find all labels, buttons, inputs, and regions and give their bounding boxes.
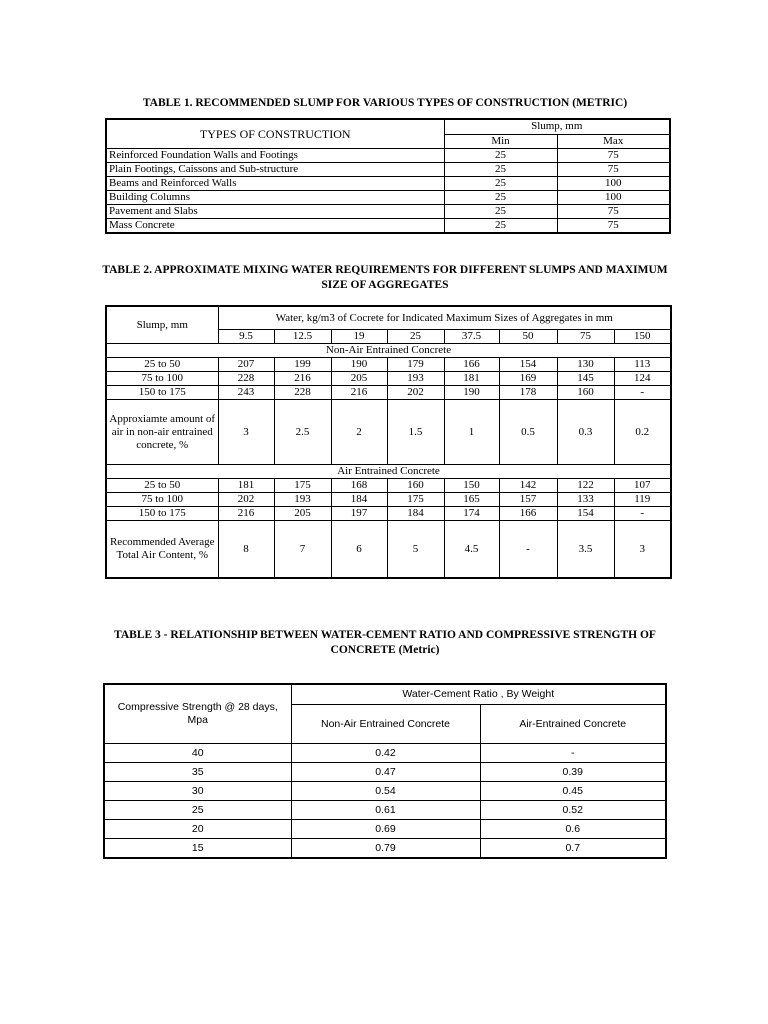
table-row xyxy=(106,358,671,372)
air-value: 8 xyxy=(218,521,274,579)
air-value: 2.5 xyxy=(274,400,331,465)
water-value: 160 xyxy=(557,386,614,400)
air-value: 7 xyxy=(274,521,331,579)
air-value: - xyxy=(499,521,557,579)
water-value: 193 xyxy=(274,493,331,507)
air-value: 1.5 xyxy=(387,400,444,465)
air-value: 0.2 xyxy=(614,400,671,465)
water-value: 113 xyxy=(614,358,671,372)
water-value: 165 xyxy=(444,493,499,507)
air-ratio: - xyxy=(480,744,666,763)
aggregate-size: 9.5 xyxy=(218,330,274,344)
water-value: 181 xyxy=(444,372,499,386)
table-row xyxy=(104,763,666,782)
section-air-entrained: Air Entrained Concrete xyxy=(106,465,671,479)
slump-min: 25 xyxy=(444,205,557,219)
table-row xyxy=(106,400,671,465)
header-types-of-construction: TYPES OF CONSTRUCTION xyxy=(106,119,444,149)
air-value: 0.3 xyxy=(557,400,614,465)
non-air-ratio: 0.69 xyxy=(291,820,480,839)
header-min: Min xyxy=(444,134,557,149)
table1-title: TABLE 1. RECOMMENDED SLUMP FOR VARIOUS TYPES OF CONSTRUCTION (METRIC) xyxy=(142,97,628,109)
table-row xyxy=(106,163,670,177)
water-value: 122 xyxy=(557,479,614,493)
aggregate-size: 12.5 xyxy=(274,330,331,344)
water-value: 145 xyxy=(557,372,614,386)
construction-type: Reinforced Foundation Walls and Footings xyxy=(106,149,444,163)
water-value: 179 xyxy=(387,358,444,372)
header-slump: Slump, mm xyxy=(106,306,218,344)
construction-type: Pavement and Slabs xyxy=(106,205,444,219)
slump-min: 25 xyxy=(444,177,557,191)
water-value: 197 xyxy=(331,507,387,521)
water-value: 216 xyxy=(331,386,387,400)
air-value: 4.5 xyxy=(444,521,499,579)
air-value: 3 xyxy=(218,400,274,465)
slump-max: 75 xyxy=(557,205,670,219)
water-value: 150 xyxy=(444,479,499,493)
table-row xyxy=(106,479,671,493)
water-value: 107 xyxy=(614,479,671,493)
air-content-label: Approxiamte amount of air in non-air entrained concrete, % xyxy=(106,400,218,465)
water-value: 124 xyxy=(614,372,671,386)
strength-value: 40 xyxy=(104,744,291,763)
strength-value: 35 xyxy=(104,763,291,782)
construction-type: Plain Footings, Caissons and Sub-structure xyxy=(106,163,444,177)
non-air-ratio: 0.79 xyxy=(291,839,480,859)
air-value: 3 xyxy=(614,521,671,579)
slump-table xyxy=(105,118,671,234)
non-air-ratio: 0.61 xyxy=(291,801,480,820)
water-value: 119 xyxy=(614,493,671,507)
water-value: 130 xyxy=(557,358,614,372)
table-row xyxy=(106,205,670,219)
water-value: 133 xyxy=(557,493,614,507)
air-value: 2 xyxy=(331,400,387,465)
table-row xyxy=(104,839,666,859)
table3-title xyxy=(100,628,670,658)
water-value: 166 xyxy=(444,358,499,372)
table2-title-line1: TABLE 2. APPROXIMATE MIXING WATER REQUIREMENTS FOR DIFFERENT SLUMPS AND MAXIMUM xyxy=(102,264,668,276)
table-row xyxy=(104,801,666,820)
total-air-label: Recommended Average Total Air Content, % xyxy=(106,521,218,579)
section-non-air-entrained: Non-Air Entrained Concrete xyxy=(106,344,671,358)
air-ratio: 0.7 xyxy=(480,839,666,859)
header-air-entrained: Air-Entrained Concrete xyxy=(480,705,666,744)
aggregate-size: 150 xyxy=(614,330,671,344)
air-ratio: 0.39 xyxy=(480,763,666,782)
strength-value: 15 xyxy=(104,839,291,859)
air-value: 5 xyxy=(387,521,444,579)
water-value: 154 xyxy=(499,358,557,372)
table3-title-line2: CONCRETE (Metric) xyxy=(330,644,440,656)
header-compressive-strength: Compressive Strength @ 28 days, Mpa xyxy=(104,684,291,744)
construction-type: Beams and Reinforced Walls xyxy=(106,177,444,191)
table-row xyxy=(104,744,666,763)
air-value: 1 xyxy=(444,400,499,465)
water-value: 205 xyxy=(274,507,331,521)
table-row xyxy=(106,386,671,400)
slump-range: 75 to 100 xyxy=(106,372,218,386)
slump-min: 25 xyxy=(444,163,557,177)
slump-min: 25 xyxy=(444,219,557,234)
aggregate-size: 19 xyxy=(331,330,387,344)
water-value: 243 xyxy=(218,386,274,400)
strength-value: 30 xyxy=(104,782,291,801)
water-value: 166 xyxy=(499,507,557,521)
water-value: 160 xyxy=(387,479,444,493)
table-row xyxy=(104,820,666,839)
slump-range: 25 to 50 xyxy=(106,358,218,372)
slump-max: 75 xyxy=(557,219,670,234)
table-row xyxy=(106,493,671,507)
table-row xyxy=(106,149,670,163)
aggregate-size: 37.5 xyxy=(444,330,499,344)
slump-range: 25 to 50 xyxy=(106,479,218,493)
air-value: 6 xyxy=(331,521,387,579)
aggregate-size: 50 xyxy=(499,330,557,344)
aggregate-size: 75 xyxy=(557,330,614,344)
water-value: 157 xyxy=(499,493,557,507)
water-value: 181 xyxy=(218,479,274,493)
table-row xyxy=(104,782,666,801)
water-value: 228 xyxy=(218,372,274,386)
table-row xyxy=(106,219,670,234)
table-row xyxy=(106,507,671,521)
air-ratio: 0.6 xyxy=(480,820,666,839)
table-row xyxy=(106,177,670,191)
table3-title-line1: TABLE 3 - RELATIONSHIP BETWEEN WATER-CEMENT RATIO AND COMPRESSIVE STRENGTH OF xyxy=(114,629,656,641)
water-value: 216 xyxy=(218,507,274,521)
air-ratio: 0.45 xyxy=(480,782,666,801)
header-slump: Slump, mm xyxy=(444,119,670,134)
header-max: Max xyxy=(557,134,670,149)
strength-value: 25 xyxy=(104,801,291,820)
water-requirements-table xyxy=(105,305,672,579)
header-non-air-entrained: Non-Air Entrained Concrete xyxy=(291,705,480,744)
slump-max: 75 xyxy=(557,163,670,177)
water-value: - xyxy=(614,386,671,400)
water-value: 184 xyxy=(387,507,444,521)
slump-min: 25 xyxy=(444,191,557,205)
non-air-ratio: 0.54 xyxy=(291,782,480,801)
water-value: 202 xyxy=(387,386,444,400)
table2-title xyxy=(100,263,670,293)
water-value: 175 xyxy=(274,479,331,493)
water-value: 216 xyxy=(274,372,331,386)
slump-min: 25 xyxy=(444,149,557,163)
table2-title-line2: SIZE OF AGGREGATES xyxy=(321,279,449,291)
slump-max: 75 xyxy=(557,149,670,163)
water-value: 142 xyxy=(499,479,557,493)
water-cement-ratio-table xyxy=(103,683,667,859)
water-value: 202 xyxy=(218,493,274,507)
header-water-cement-ratio: Water-Cement Ratio , By Weight xyxy=(291,684,666,705)
water-value: 169 xyxy=(499,372,557,386)
non-air-ratio: 0.42 xyxy=(291,744,480,763)
strength-value: 20 xyxy=(104,820,291,839)
slump-max: 100 xyxy=(557,177,670,191)
water-value: 178 xyxy=(499,386,557,400)
water-value: - xyxy=(614,507,671,521)
water-value: 207 xyxy=(218,358,274,372)
water-value: 184 xyxy=(331,493,387,507)
table-row xyxy=(106,191,670,205)
slump-max: 100 xyxy=(557,191,670,205)
air-ratio: 0.52 xyxy=(480,801,666,820)
water-value: 228 xyxy=(274,386,331,400)
water-value: 175 xyxy=(387,493,444,507)
water-value: 190 xyxy=(331,358,387,372)
table-row xyxy=(106,521,671,579)
air-value: 3.5 xyxy=(557,521,614,579)
water-value: 199 xyxy=(274,358,331,372)
water-value: 168 xyxy=(331,479,387,493)
slump-range: 150 to 175 xyxy=(106,386,218,400)
water-value: 154 xyxy=(557,507,614,521)
construction-type: Building Columns xyxy=(106,191,444,205)
air-value: 0.5 xyxy=(499,400,557,465)
slump-range: 150 to 175 xyxy=(106,507,218,521)
aggregate-size: 25 xyxy=(387,330,444,344)
slump-range: 75 to 100 xyxy=(106,493,218,507)
water-value: 190 xyxy=(444,386,499,400)
water-value: 205 xyxy=(331,372,387,386)
header-water: Water, kg/m3 of Cocrete for Indicated Maximum Sizes of Aggregates in mm xyxy=(218,306,671,330)
table-row xyxy=(106,372,671,386)
water-value: 174 xyxy=(444,507,499,521)
water-value: 193 xyxy=(387,372,444,386)
construction-type: Mass Concrete xyxy=(106,219,444,234)
non-air-ratio: 0.47 xyxy=(291,763,480,782)
